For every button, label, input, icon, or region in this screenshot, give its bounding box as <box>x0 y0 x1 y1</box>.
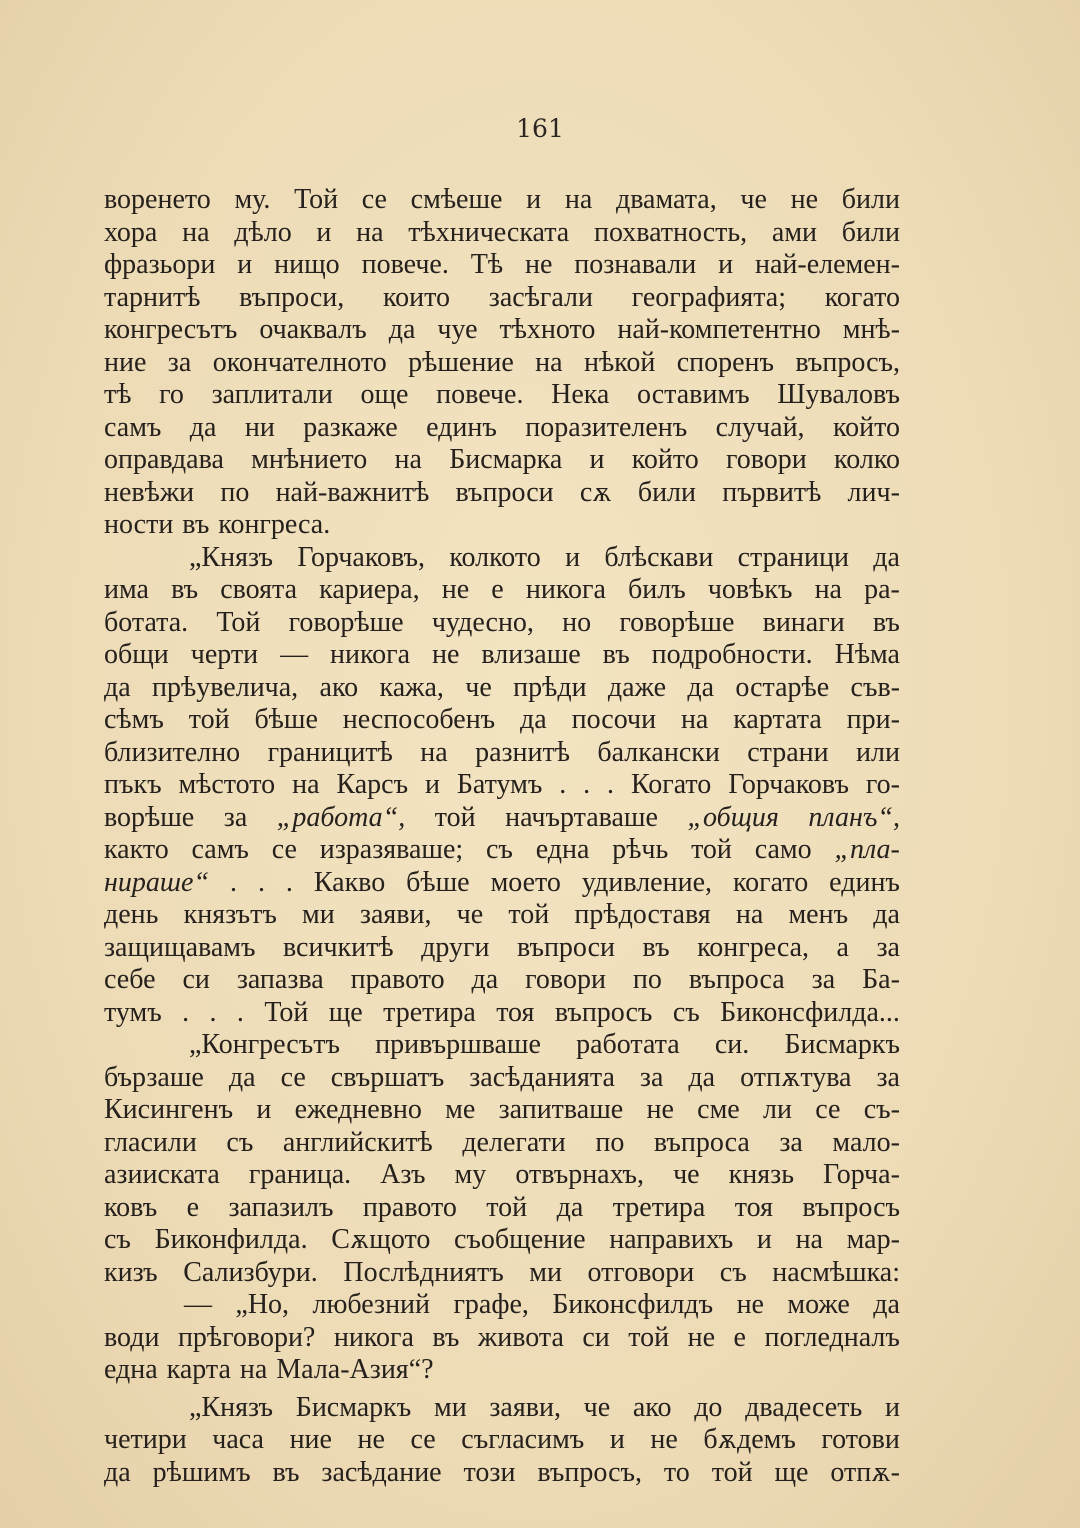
text-line: както самъ се изразяваше; съ една рѣчь той само „пла- <box>104 834 900 865</box>
text-line: бързаше да се свършатъ засѣданията за да отпѫтува за <box>104 1061 900 1093</box>
text-line: „Князъ Бисмаркъ ми заяви, че ако до двадесеть и <box>189 1391 900 1423</box>
text-line: ковъ е запазилъ правото той да третира тоя въпросъ <box>104 1191 900 1223</box>
text-line: да прѣувелича, ако кажа, че прѣди даже да остарѣе съв- <box>104 671 900 703</box>
text-line: самъ да ни разкаже единъ поразителенъ случай, който <box>104 411 900 443</box>
text-line: кизъ Сализбури. Послѣдниятъ ми отговори съ насмѣшка: <box>104 1256 900 1288</box>
text-line: близително границитѣ на разнитѣ балкански страни или <box>104 736 900 768</box>
text-line: „Князъ Горчаковъ, колкото и блѣскави страници да <box>189 541 900 573</box>
text-line: да рѣшимъ въ засѣдание този въпросъ, то той ще отпѫ- <box>104 1456 900 1488</box>
text-line: тѣ го заплитали още повече. Нека оставимъ Шуваловъ <box>104 379 900 410</box>
text-line: съ Биконфилда. Сѫщото съобщение направихъ и на мар- <box>104 1224 900 1255</box>
text-line: има въ своята кариера, не е никога билъ човѣкъ на ра- <box>104 574 900 605</box>
text-line: гласили съ английскитѣ делегати по въпроса за мало- <box>104 1126 900 1158</box>
text-line: ворѣше за „работа“, той начъртаваше „общия планъ“, <box>104 801 900 833</box>
text-line: конгресътъ очаквалъ да чуе тѣхното най-компетентно мнѣ- <box>104 314 900 345</box>
text-line: нираше“ . . . Какво бѣше моето удивление, когато единъ <box>104 866 900 898</box>
text-line: Кисингенъ и ежедневно ме запитваше не сме ли се съ- <box>104 1094 900 1125</box>
text-line: ние за окончателното рѣшение на нѣкой споренъ въпросъ, <box>104 346 900 378</box>
text-line: день князътъ ми заяви, че той прѣдоставя на менъ да <box>104 899 900 930</box>
text-line: четири часа ние не се съгласимъ и не бѫдемъ готови <box>104 1424 900 1455</box>
text-line: „Конгресътъ привършваше работата си. Бисмаркъ <box>189 1029 900 1060</box>
page-number: 161 <box>516 114 564 143</box>
text-line: себе си запазва правото да говори по въпроса за Ба- <box>104 964 900 995</box>
text-line: една карта на Мала-Азия“? <box>104 1354 434 1385</box>
text-line: води прѣговори? никога въ живота си той не е погледналъ <box>104 1321 900 1353</box>
text-line: тарнитѣ въпроси, които засѣгали географията; когато <box>104 281 900 313</box>
text-line: сѣмъ той бѣше неспособенъ да посочи на картата при- <box>104 704 900 735</box>
text-line: хора на дѣло и на тѣхническата похватность, ами били <box>104 216 900 248</box>
text-line: невѣжи по най-важнитѣ въпроси сѫ били първитѣ лич- <box>104 476 900 508</box>
text-line: пъкъ мѣстото на Карсъ и Батумъ . . . Когато Горчаковъ го- <box>104 769 900 800</box>
text-line: тумъ . . . Той ще третира тоя въпросъ съ Биконсфилда... <box>104 996 900 1028</box>
body-text <box>104 184 900 1489</box>
text-line: общи черти — никога не влизаше въ подробности. Нѣма <box>104 639 900 670</box>
text-line: фразьори и нищо повече. Тѣ не познавали и най-елемен- <box>104 249 900 280</box>
text-line: азииската граница. Азъ му отвърнахъ, че князь Горча- <box>104 1159 900 1190</box>
text-line: защищавамъ всичкитѣ други въпроси въ конгреса, а за <box>104 931 900 963</box>
text-line: ботата. Той говорѣше чудесно, но говорѣше винаги въ <box>104 606 900 638</box>
text-line: оправдава мнѣнието на Бисмарка и който говори колко <box>104 444 900 475</box>
text-line: ности въ конгреса. <box>104 509 331 540</box>
text-line: — „Но, любезний графе, Биконсфилдъ не може да <box>184 1289 900 1320</box>
text-line: воренето му. Той се смѣеше и на двамата, че не били <box>104 184 900 215</box>
